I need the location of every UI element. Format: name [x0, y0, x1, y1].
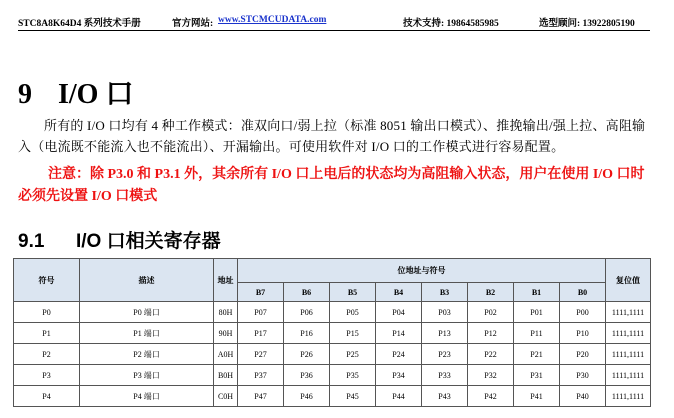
- bit-cell: P24: [376, 344, 422, 365]
- header-bit: B2: [468, 283, 514, 302]
- bit-cell: P13: [422, 323, 468, 344]
- bit-cell: P44: [376, 386, 422, 407]
- header-address: 地址: [214, 259, 238, 302]
- symbol-cell: P1: [14, 323, 80, 344]
- bit-cell: P43: [422, 386, 468, 407]
- address-cell: 80H: [214, 302, 238, 323]
- chapter-number: 9: [18, 79, 32, 110]
- header-bits-group: 位地址与符号: [238, 259, 606, 283]
- table-row: [14, 323, 651, 344]
- page-header: [18, 15, 650, 31]
- bit-cell: P36: [284, 365, 330, 386]
- bit-cell: P07: [238, 302, 284, 323]
- table-row: [14, 302, 651, 323]
- bit-cell: P41: [514, 386, 560, 407]
- bit-cell: P31: [514, 365, 560, 386]
- symbol-cell: P4: [14, 386, 80, 407]
- reset-cell: 1111,1111: [606, 365, 651, 386]
- bit-cell: P26: [284, 344, 330, 365]
- header-divider: [18, 30, 650, 31]
- support-phone: 技术支持: 19864585985: [403, 19, 499, 29]
- bit-cell: P11: [514, 323, 560, 344]
- bit-cell: P45: [330, 386, 376, 407]
- bit-cell: P05: [330, 302, 376, 323]
- chapter-heading: [18, 72, 133, 112]
- intro-paragraph: 所有的 I/O 口均有 4 种工作模式：准双向口/弱上拉（标准 8051 输出口模式）、推挽输出/强上拉、高阻输入（电流既不能流入也不能流出）、开漏输出。可使用软件对 I/O 口的工作模式进行容易配置。: [18, 118, 646, 154]
- description-cell: P4 端口: [80, 386, 214, 407]
- table-row: [14, 365, 651, 386]
- bit-cell: P20: [560, 344, 606, 365]
- reset-cell: 1111,1111: [606, 323, 651, 344]
- address-cell: A0H: [214, 344, 238, 365]
- reset-cell: 1111,1111: [606, 302, 651, 323]
- bit-cell: P46: [284, 386, 330, 407]
- bit-cell: P42: [468, 386, 514, 407]
- header-description: 描述: [80, 259, 214, 302]
- header-bit: B7: [238, 283, 284, 302]
- website-label: 官方网站:: [172, 19, 214, 29]
- bit-cell: P15: [330, 323, 376, 344]
- chapter-title: I/O 口: [58, 79, 134, 110]
- bit-cell: P33: [422, 365, 468, 386]
- description-cell: P0 端口: [80, 302, 214, 323]
- symbol-cell: P0: [14, 302, 80, 323]
- header-bit: B0: [560, 283, 606, 302]
- symbol-cell: P2: [14, 344, 80, 365]
- bit-cell: P10: [560, 323, 606, 344]
- bit-cell: P22: [468, 344, 514, 365]
- bit-cell: P14: [376, 323, 422, 344]
- bit-cell: P25: [330, 344, 376, 365]
- register-table: [13, 258, 651, 407]
- header-symbol: 符号: [14, 259, 80, 302]
- bit-cell: P47: [238, 386, 284, 407]
- header-bit: B6: [284, 283, 330, 302]
- consultant-phone: 选型顾问: 13922805190: [539, 19, 635, 29]
- address-cell: C0H: [214, 386, 238, 407]
- symbol-cell: P3: [14, 365, 80, 386]
- manual-title: STC8A8K64D4 系列技术手册: [18, 19, 141, 29]
- bit-cell: P35: [330, 365, 376, 386]
- section-title: I/O 口相关寄存器: [76, 231, 221, 252]
- bit-cell: P27: [238, 344, 284, 365]
- section-heading: [18, 226, 221, 253]
- header-bit: B4: [376, 283, 422, 302]
- bit-cell: P21: [514, 344, 560, 365]
- warning-note: 注意：除 P3.0 和 P3.1 外，其余所有 I/O 口上电后的状态均为高阻输入状态，用户在使用 I/O 口时必须先设置 I/O 口模式: [18, 167, 645, 204]
- bit-cell: P16: [284, 323, 330, 344]
- reset-cell: 1111,1111: [606, 386, 651, 407]
- header-bit: B5: [330, 283, 376, 302]
- bit-cell: P17: [238, 323, 284, 344]
- header-bit: B1: [514, 283, 560, 302]
- website-link[interactable]: www.STCMCUDATA.com: [218, 15, 327, 25]
- table-row: [14, 386, 651, 407]
- bit-cell: P32: [468, 365, 514, 386]
- bit-cell: P37: [238, 365, 284, 386]
- bit-cell: P00: [560, 302, 606, 323]
- bit-cell: P02: [468, 302, 514, 323]
- address-cell: 90H: [214, 323, 238, 344]
- bit-cell: P23: [422, 344, 468, 365]
- header-bit: B3: [422, 283, 468, 302]
- bit-cell: P04: [376, 302, 422, 323]
- section-number: 9.1: [18, 231, 45, 252]
- bit-cell: P03: [422, 302, 468, 323]
- description-cell: P1 端口: [80, 323, 214, 344]
- bit-cell: P01: [514, 302, 560, 323]
- header-reset: 复位值: [606, 259, 651, 302]
- description-cell: P2 端口: [80, 344, 214, 365]
- description-cell: P3 端口: [80, 365, 214, 386]
- bit-cell: P06: [284, 302, 330, 323]
- bit-cell: P34: [376, 365, 422, 386]
- address-cell: B0H: [214, 365, 238, 386]
- bit-cell: P12: [468, 323, 514, 344]
- bit-cell: P40: [560, 386, 606, 407]
- reset-cell: 1111,1111: [606, 344, 651, 365]
- bit-cell: P30: [560, 365, 606, 386]
- table-row: [14, 344, 651, 365]
